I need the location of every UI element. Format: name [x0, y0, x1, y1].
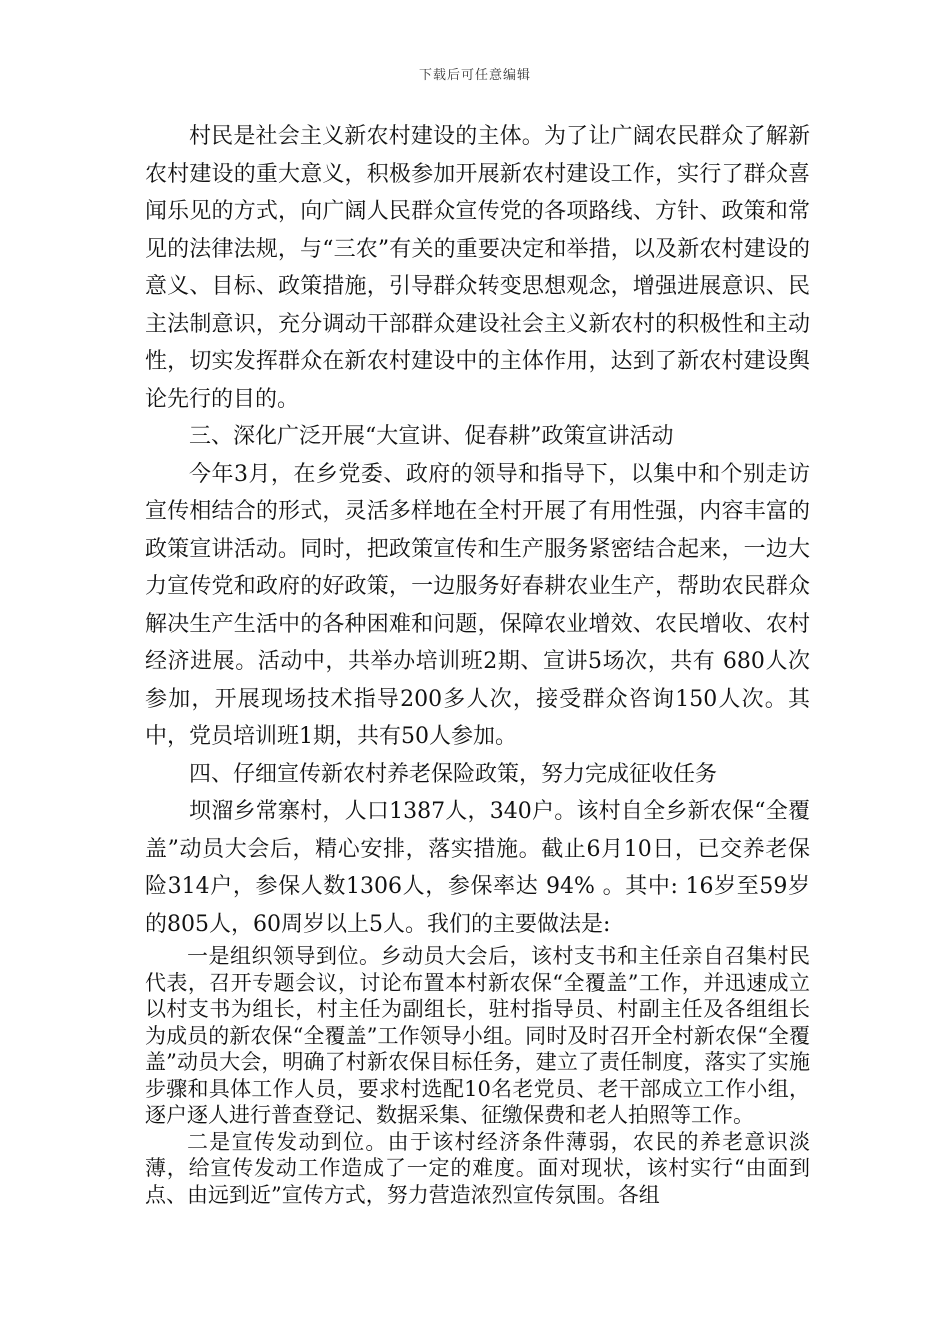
section-heading-4: 四、仔细宣传新农村养老保险政策，努力完成征收任务 — [189, 761, 718, 787]
paragraph-policy-outreach: 今年3月，在乡党委、政府的领导和指导下，以集中和个别走访宣传相结合的形式，灵活多样地在全村开展了有用性强，内容丰富的政策宣讲活动。同时，把政策宣传和生产服务紧密结合起来，一边大力宣传党和政府的好政策，一边服务好春耕农业生产，帮助农民群众解决生产生活中的各种困难和问题，保障农业增效、农民增收、农村经济进展。活动中，共举办培训班2期、宣讲5场次，共有 680人次参加，开展现场技术指导200多人次，接受群众咨询150人次。其中，党员培训班1期，共有50人参加。 — [145, 461, 810, 749]
page-header-note: 下载后可任意编辑 — [418, 68, 531, 83]
paragraph-villagers: 村民是社会主义新农村建设的主体。为了让广阔农民群众了解新农村建设的重大意义，积极参加开展新农村建设工作，实行了群众喜闻乐见的方式，向广阔人民群众宣传党的各项路线、方针、政策和常见的法律法规，与“三农”有关的重要决定和举措，以及新农村建设的意义、目标、政策措施，引导群众转变思想观念，增强进展意识、民主法制意识，充分调动干部群众建设社会主义新农村的积极性和主动性，切实发挥群众在新农村建设中的主体作用，达到了新农村建设舆论先行的目的。 — [145, 124, 810, 412]
section-heading-3: 三、深化广泛开展“大宣讲、促春耕”政策宣讲活动 — [189, 424, 674, 449]
paragraph-village-stats: 坝溜乡常寨村，人口1387人，340户。该村自全乡新农保“全覆盖”动员大会后，精心安排，落实措施。截止6月10日，已交养老保险314户，参保人数1306人，参保率达 94% 。其中: 16岁至59岁的805人，60周岁以上5人。我们的主要做法是: — [145, 799, 810, 937]
document-body — [145, 118, 810, 1208]
paragraph-organization: 一是组织领导到位。乡动员大会后，该村支书和主任亲自召集村民代表，召开专题会议，讨论布置本村新农保“全覆盖”工作，并迅速成立以村支书为组长，村主任为副组长，驻村指导员、村副主任及各组组长为成员的新农保“全覆盖”工作领导小组。同时及时召开全村新农保“全覆盖”动员大会，明确了村新农保目标任务，建立了责任制度，落实了实施步骤和具体工作人员，要求村选配10名老党员、老干部成立工作小组，逐户逐人进行普查登记、数据采集、征缴保费和老人拍照等工作。 — [145, 944, 810, 1127]
paragraph-publicity: 二是宣传发动到位。由于该村经济条件薄弱，农民的养老意识淡薄，给宣传发动工作造成了一定的难度。面对现状，该村实行“由面到点、由远到近”宣传方式，努力营造浓烈宣传氛围。各组 — [145, 1129, 810, 1207]
